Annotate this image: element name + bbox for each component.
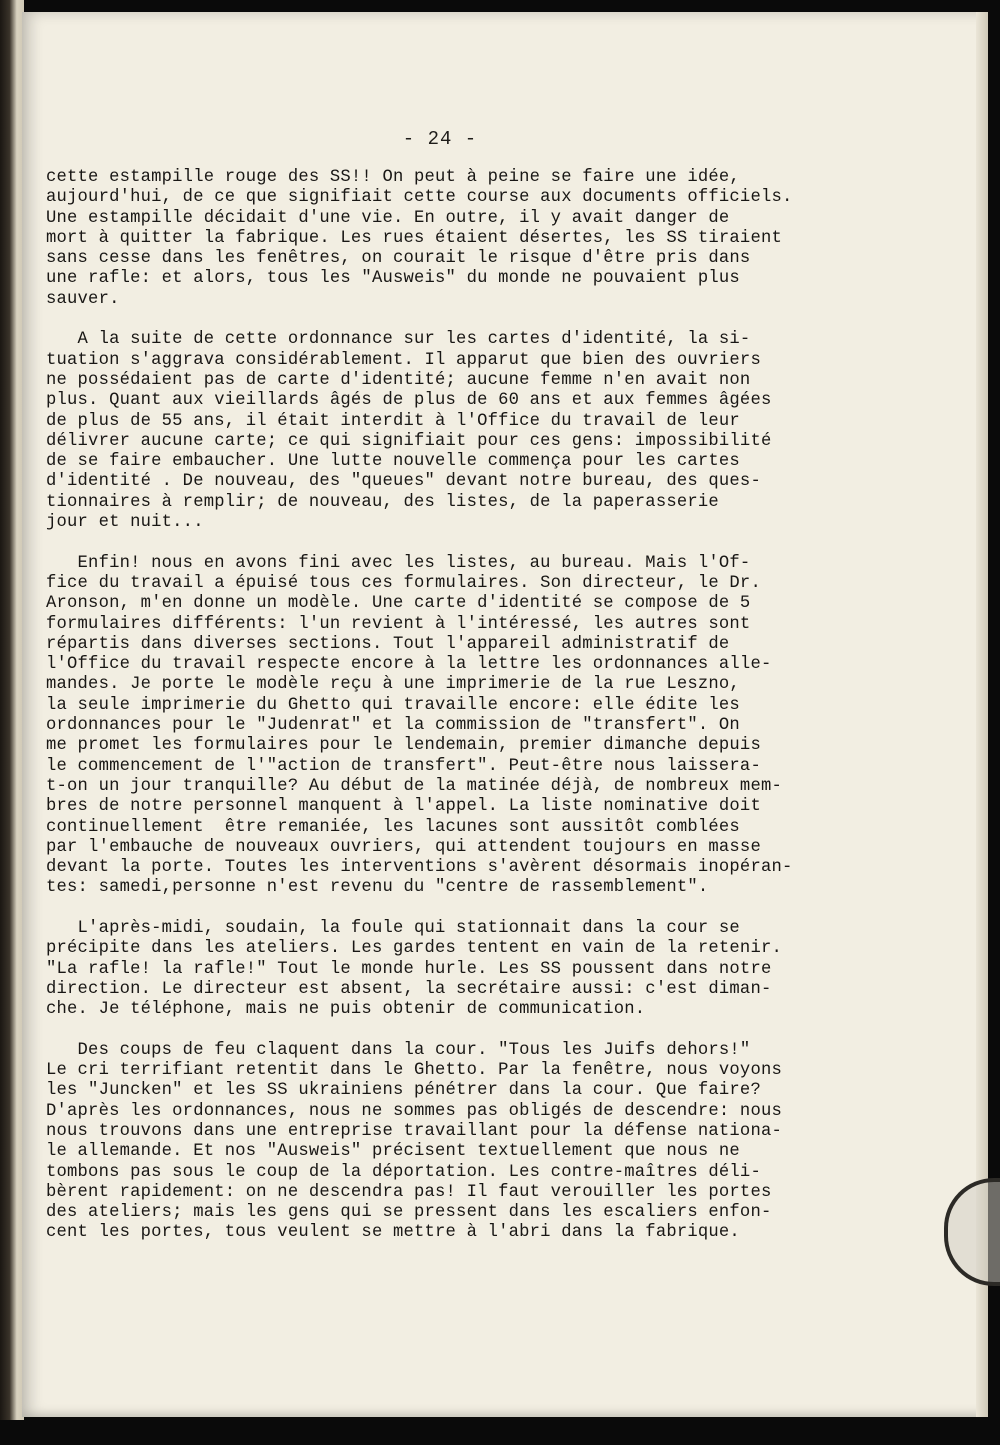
- text-line: ne possédaient pas de carte d'identité; aucune femme n'en avait non: [46, 370, 751, 390]
- text-line: bèrent rapidement: on ne descendra pas! Il faut verouiller les portes: [46, 1182, 772, 1202]
- text-line: la seule imprimerie du Ghetto qui travaille encore: elle édite les: [46, 695, 740, 715]
- text-line: de se faire embaucher. Une lutte nouvelle commença pour les cartes: [46, 452, 740, 472]
- text-line: formulaires différents: l'un revient à l'intéressé, les autres sont: [46, 614, 751, 634]
- text-line: aujourd'hui, de ce que signifiait cette course aux documents officiels.: [46, 188, 793, 208]
- text-line: ordonnances pour le "Judenrat" et la commission de "transfert". On: [46, 716, 740, 736]
- text-line: tionnaires à remplir; de nouveau, des listes, de la paperasserie: [46, 492, 719, 512]
- text-line: A la suite de cette ordonnance sur les cartes d'identité, la si-: [46, 330, 751, 350]
- text-line: me promet les formulaires pour le lendemain, premier dimanche depuis: [46, 736, 761, 756]
- paragraph: [46, 919, 926, 1020]
- book-binding: [0, 0, 24, 1420]
- text-line: nous trouvons dans une entreprise travaillant pour la défense nationa-: [46, 1121, 782, 1141]
- text-line: d'identité . De nouveau, des "queues" devant notre bureau, des ques-: [46, 472, 761, 492]
- text-line: les "Juncken" et les SS ukrainiens pénétrer dans la cour. Que faire?: [46, 1081, 761, 1101]
- text-line: des ateliers; mais les gens qui se pressent dans les escaliers enfon-: [46, 1203, 772, 1223]
- paragraph: [46, 554, 926, 899]
- text-line: direction. Le directeur est absent, la secrétaire aussi: c'est diman-: [46, 979, 772, 999]
- text-line: che. Je téléphone, mais ne puis obtenir de communication.: [46, 1000, 646, 1020]
- page-number: - 24 -: [402, 128, 478, 150]
- text-line: précipite dans les ateliers. Les gardes tentent en vain de la retenir.: [46, 939, 782, 959]
- text-line: tes: samedi,personne n'est revenu du "centre de rassemblement".: [46, 878, 709, 898]
- text-line: par l'embauche de nouveaux ouvriers, qui attendent toujours en masse: [46, 837, 761, 857]
- text-line: le commencement de l'"action de transfert". Peut-être nous laissera-: [46, 756, 761, 776]
- text-line: Enfin! nous en avons fini avec les listes, au bureau. Mais l'Of-: [46, 553, 751, 573]
- text-line: sans cesse dans les fenêtres, on courait le risque d'être pris dans: [46, 249, 751, 269]
- text-line: mandes. Je porte le modèle reçu à une imprimerie de la rue Leszno,: [46, 675, 740, 695]
- text-line: de plus de 55 ans, il était interdit à l'Office du travail de leur: [46, 411, 740, 431]
- text-line: "La rafle! la rafle!" Tout le monde hurle. Les SS poussent dans notre: [46, 959, 772, 979]
- text-line: le allemande. Et nos "Ausweis" précisent textuellement que nous ne: [46, 1142, 740, 1162]
- text-line: bres de notre personnel manquent à l'appel. La liste nominative doit: [46, 797, 761, 817]
- text-line: fice du travail a épuisé tous ces formulaires. Son directeur, le Dr.: [46, 573, 761, 593]
- text-line: mort à quitter la fabrique. Les rues étaient désertes, les SS tiraient: [46, 228, 782, 248]
- paragraph: [46, 1041, 926, 1244]
- body-text: [46, 168, 926, 1264]
- text-line: cette estampille rouge des SS!! On peut à peine se faire une idée,: [46, 168, 740, 187]
- text-line: tuation s'aggrava considérablement. Il apparut que bien des ouvriers: [46, 350, 761, 370]
- paragraph: [46, 168, 926, 310]
- text-line: continuellement être remaniée, les lacunes sont aussitôt comblées: [46, 817, 740, 837]
- paragraph: [46, 330, 926, 533]
- text-line: t-on un jour tranquille? Au début de la matinée déjà, de nombreux mem-: [46, 776, 782, 796]
- text-line: Le cri terrifiant retentit dans le Ghetto. Par la fenêtre, nous voyons: [46, 1061, 782, 1081]
- text-line: répartis dans diverses sections. Tout l'appareil administratif de: [46, 634, 730, 654]
- text-line: D'après les ordonnances, nous ne sommes pas obligés de descendre: nous: [46, 1101, 782, 1121]
- text-line: Aronson, m'en donne un modèle. Une carte d'identité se compose de 5: [46, 594, 751, 614]
- text-line: délivrer aucune carte; ce qui signifiait pour ces gens: impossibilité: [46, 431, 772, 451]
- text-line: L'après-midi, soudain, la foule qui stationnait dans la cour se: [46, 918, 740, 938]
- text-line: Une estampille décidait d'une vie. En outre, il y avait danger de: [46, 208, 730, 228]
- text-line: Des coups de feu claquent dans la cour. "Tous les Juifs dehors!": [46, 1040, 751, 1060]
- text-line: l'Office du travail respecte encore à la lettre les ordonnances alle-: [46, 655, 772, 675]
- text-line: devant la porte. Toutes les interventions s'avèrent désormais inopéran-: [46, 858, 793, 878]
- text-line: une rafle: et alors, tous les "Ausweis" du monde ne pouvaient plus: [46, 269, 740, 289]
- text-line: sauver.: [46, 289, 120, 309]
- text-line: cent les portes, tous veulent se mettre à l'abri dans la fabrique.: [46, 1223, 740, 1243]
- text-line: tombons pas sous le coup de la déportation. Les contre-maîtres déli-: [46, 1162, 761, 1182]
- text-line: plus. Quant aux vieillards âgés de plus de 60 ans et aux femmes âgées: [46, 391, 772, 411]
- text-line: jour et nuit...: [46, 513, 204, 533]
